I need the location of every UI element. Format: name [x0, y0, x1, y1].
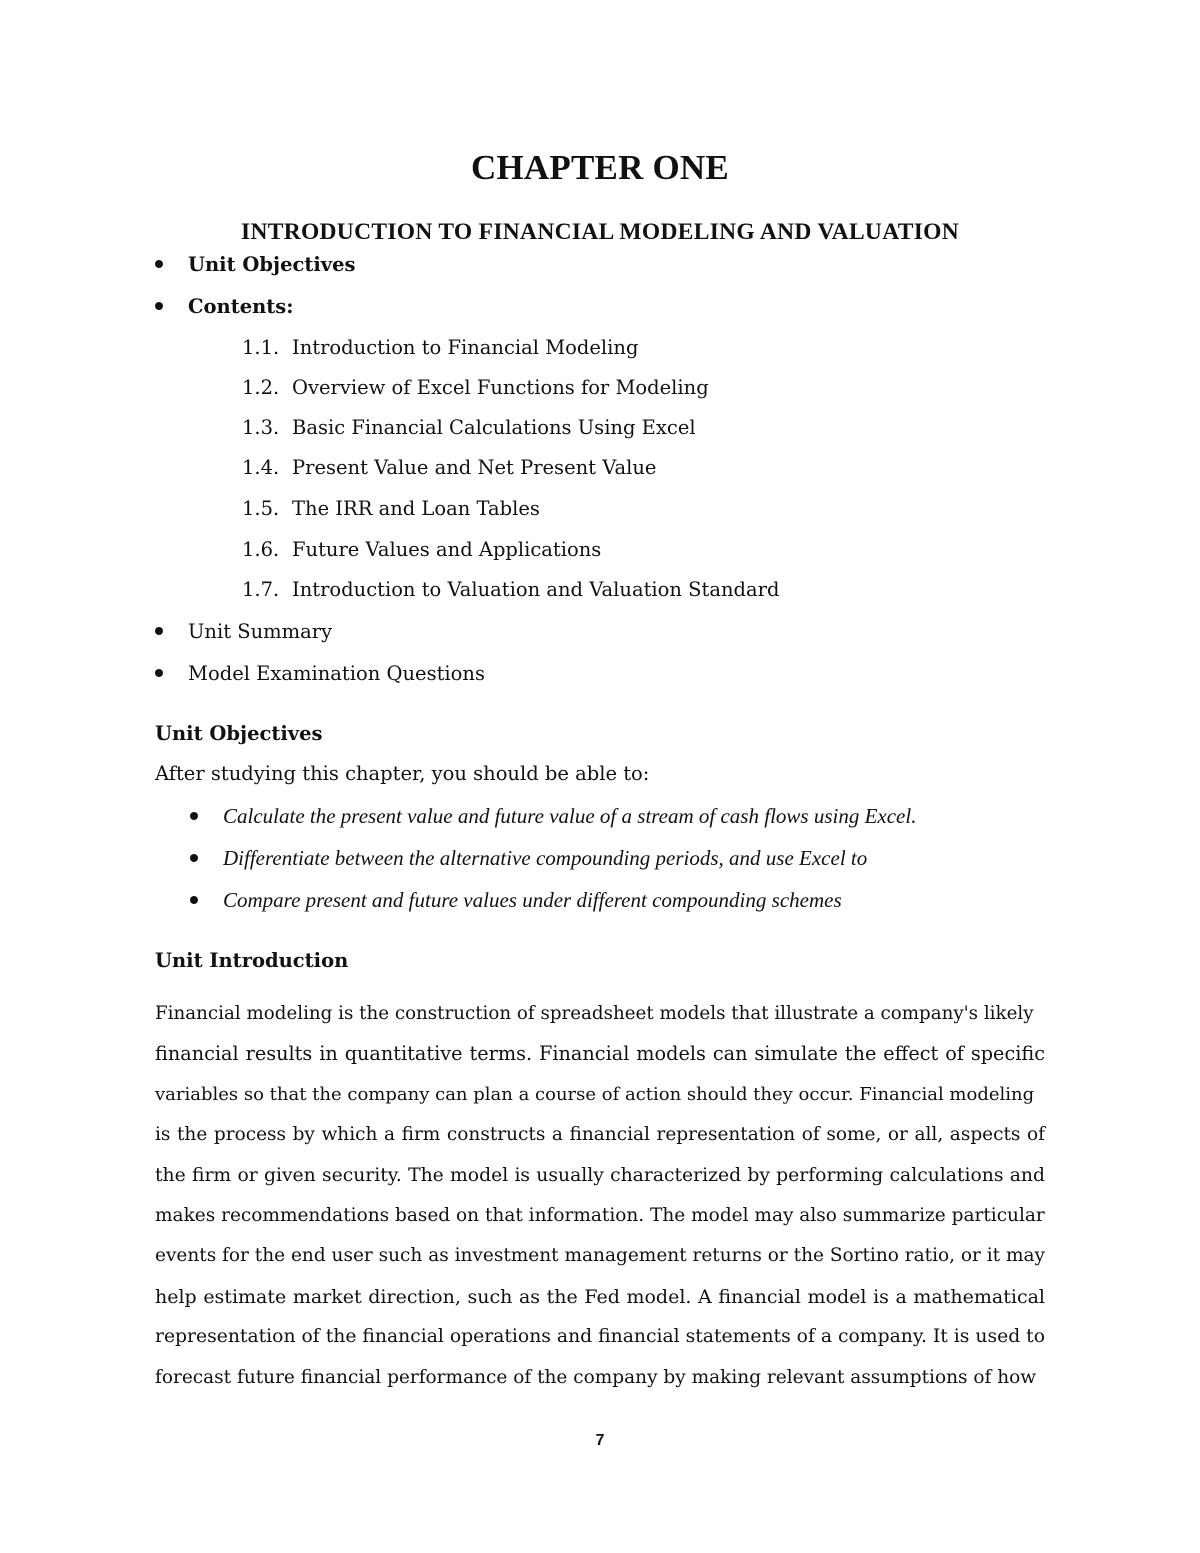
objective-item — [190, 803, 916, 829]
contents-item-label: Present Value and Net Present Value — [292, 456, 657, 479]
outline-summary-label: Unit Summary — [188, 620, 333, 643]
chapter-title: CHAPTER ONE — [471, 148, 729, 187]
paragraph-line: forecast future financial performance of the company by making relevant assumptions of how — [155, 1366, 1037, 1388]
contents-item — [242, 496, 540, 522]
contents-item-label: Introduction to Financial Modeling — [292, 336, 639, 359]
contents-item-number: 1.2. — [242, 376, 280, 399]
introduction-paragraph — [155, 998, 1045, 1402]
objective-text: Compare present and future values under different compounding schemes — [223, 888, 842, 912]
paragraph-line: variables so that the company can plan a course of action should they occur. Financial modeling — [155, 1083, 1035, 1105]
bullet-icon — [155, 302, 163, 310]
paragraph-line: is the process by which a firm constructs a financial representation of some, or all, aspects of — [155, 1124, 1045, 1146]
outline-objectives-label: Unit Objectives — [188, 253, 356, 276]
contents-item — [242, 455, 656, 481]
contents-item-number: 1.6. — [242, 538, 280, 561]
objective-text: Calculate the present value and future value of a stream of cash flows using Excel. — [223, 804, 917, 828]
contents-item-label: The IRR and Loan Tables — [292, 497, 540, 520]
contents-item — [242, 577, 779, 603]
bullet-icon — [155, 669, 163, 677]
contents-item-label: Future Values and Applications — [292, 538, 602, 561]
page-number: 7 — [595, 1432, 605, 1449]
introduction-heading: Unit Introduction — [155, 949, 349, 972]
paragraph-line: Financial modeling is the construction of spreadsheet models that illustrate a company's likely — [155, 1003, 1034, 1024]
bullet-icon — [155, 627, 163, 635]
contents-item-label: Basic Financial Calculations Using Excel — [292, 416, 696, 439]
chapter-subtitle: INTRODUCTION TO FINANCIAL MODELING AND VALUATION — [241, 219, 959, 245]
contents-item — [242, 335, 638, 361]
paragraph-line: the firm or given security. The model is usually characterized by performing calculations and — [155, 1164, 1045, 1186]
outline-summary-item — [155, 619, 332, 645]
contents-item-label: Overview of Excel Functions for Modeling — [292, 376, 709, 399]
bullet-icon — [155, 260, 163, 268]
paragraph-line: makes recommendations based on that information. The model may also summarize particular — [155, 1204, 1045, 1226]
objective-item — [190, 887, 842, 913]
objectives-intro: After studying this chapter, you should be able to: — [155, 762, 650, 785]
paragraph-line: representation of the financial operations and financial statements of a company. It is used to — [155, 1326, 1045, 1348]
bullet-icon — [190, 896, 198, 904]
outline-contents-label: Contents: — [188, 295, 294, 318]
contents-item-number: 1.5. — [242, 497, 280, 520]
contents-item — [242, 415, 696, 441]
contents-item-label: Introduction to Valuation and Valuation Standard — [292, 578, 780, 601]
outline-contents-item — [155, 294, 293, 320]
bullet-icon — [190, 854, 198, 862]
bullet-icon — [190, 812, 198, 820]
contents-item-number: 1.4. — [242, 456, 280, 479]
objective-text: Differentiate between the alternative compounding periods, and use Excel to — [223, 846, 868, 870]
outline-questions-label: Model Examination Questions — [188, 662, 485, 685]
contents-item-number: 1.3. — [242, 416, 280, 439]
paragraph-line: financial results in quantitative terms. Financial models can simulate the effect of specific — [155, 1042, 1045, 1066]
contents-item — [242, 537, 601, 563]
outline-objectives-item — [155, 252, 355, 278]
objective-item — [190, 845, 867, 871]
contents-item-number: 1.7. — [242, 578, 280, 601]
contents-item — [242, 375, 709, 401]
paragraph-line: events for the end user such as investment management returns or the Sortino ratio, or it may — [155, 1245, 1045, 1267]
contents-item-number: 1.1. — [242, 336, 280, 359]
objectives-heading: Unit Objectives — [155, 722, 323, 745]
paragraph-line: help estimate market direction, such as the Fed model. A financial model is a mathematical — [155, 1285, 1045, 1308]
outline-questions-item — [155, 661, 485, 687]
